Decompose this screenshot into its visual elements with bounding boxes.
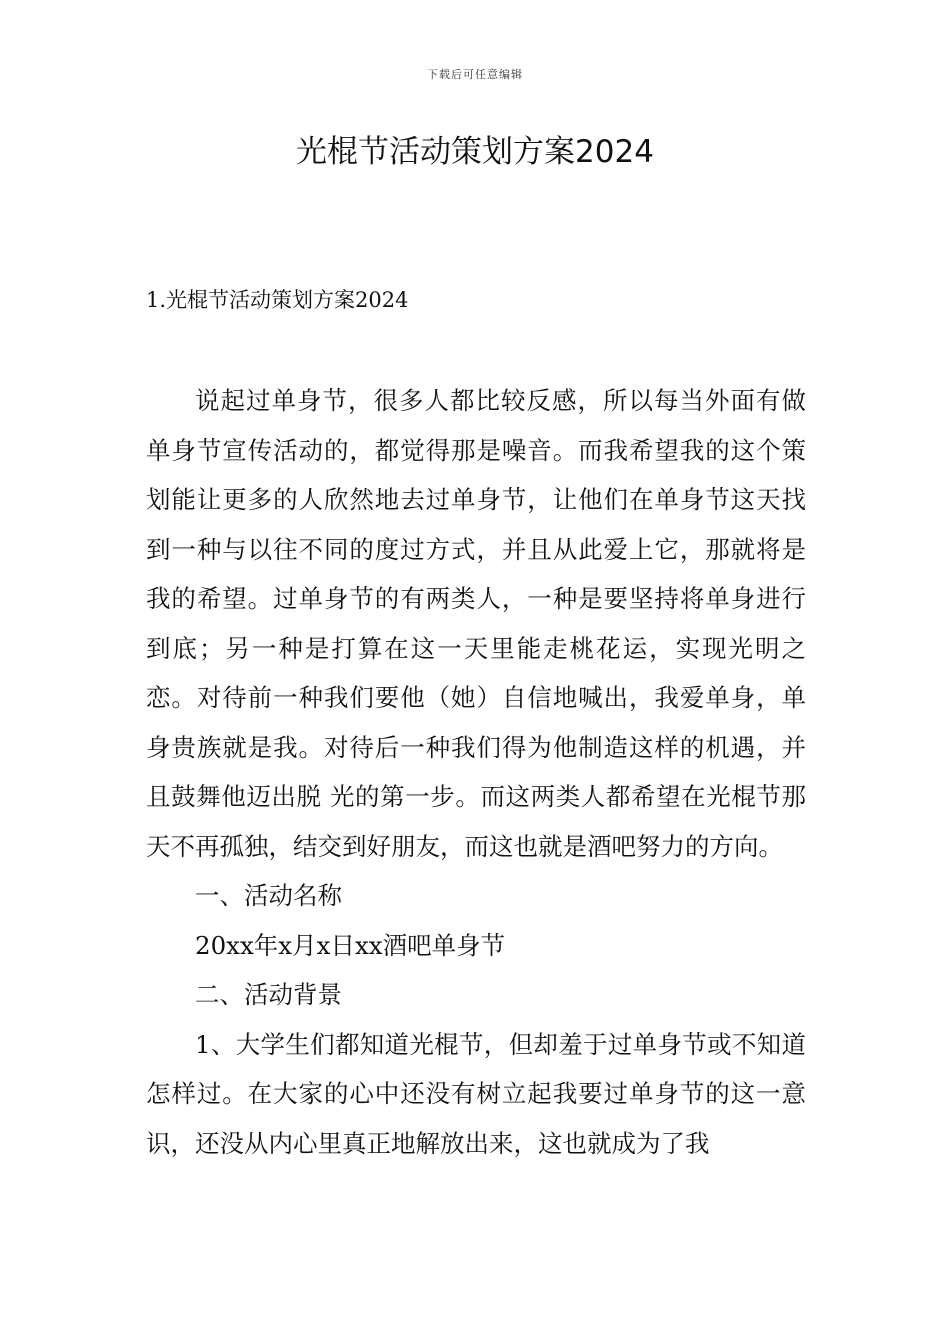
background-paragraph: 1、大学生们都知道光棍节，但却羞于过单身节或不知道怎样过。在大家的心中还没有树立起我要过单身节的这一意识，还没从内心里真正地解放出来，这也就成为了我	[146, 1029, 806, 1158]
body-text	[146, 376, 806, 1168]
section-heading: 1.光棍节活动策划方案2024	[146, 288, 409, 312]
activity-name-text: 20xx年x月x日xx酒吧单身节	[195, 930, 506, 960]
intro-paragraph: 说起过单身节，很多人都比较反感，所以每当外面有做单身节宣传活动的，都觉得那是噪音。而我希望我的这个策划能让更多的人欣然地去过单身节，让他们在单身节这天找到一种与以往不同的度过方式，并且从此爱上它，那就将是我的希望。过单身节的有两类人，一种是要坚持将单身进行到底；另一种是打算在这一天里能走桃花运，实现光明之恋。对待前一种我们要他（她）自信地喊出，我爱单身，单身贵族就是我。对待后一种我们得为他制造这样的机遇，并且鼓舞他迈出脱 光的第一步。而这两类人都希望在光棍节那天不再孤独，结交到好朋友，而这也就是酒吧努力的方向。	[146, 386, 806, 861]
activity-name-heading: 一、活动名称	[195, 881, 342, 910]
document-title: 光棍节活动策划方案2024	[296, 134, 654, 170]
activity-background-heading: 二、活动背景	[195, 980, 342, 1009]
header-note: 下载后可任意编辑	[427, 68, 523, 81]
